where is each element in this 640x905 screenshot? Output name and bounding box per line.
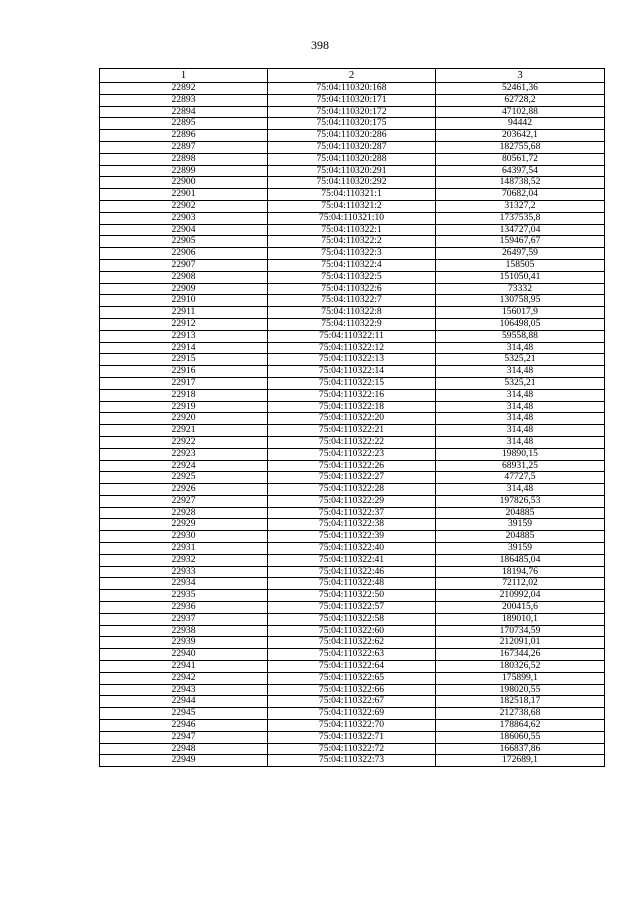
value-cell: 198020,55 <box>436 684 605 696</box>
table-row <box>100 531 605 543</box>
table-row <box>100 684 605 696</box>
row-number-cell: 22921 <box>100 425 268 437</box>
table-row <box>100 436 605 448</box>
cadastral-number-cell: 75:04:110320:172 <box>268 106 436 118</box>
table-row <box>100 354 605 366</box>
table-row <box>100 672 605 684</box>
value-cell: 212091,01 <box>436 637 605 649</box>
row-number-cell: 22946 <box>100 720 268 732</box>
row-number-cell: 22892 <box>100 83 268 95</box>
value-cell: 134727,04 <box>436 224 605 236</box>
cadastral-number-cell: 75:04:110322:12 <box>268 342 436 354</box>
table-row <box>100 413 605 425</box>
table-row <box>100 708 605 720</box>
table-row <box>100 425 605 437</box>
table-row <box>100 613 605 625</box>
value-cell: 210992,04 <box>436 590 605 602</box>
row-number-cell: 22894 <box>100 106 268 118</box>
cadastral-number-cell: 75:04:110320:288 <box>268 153 436 165</box>
row-number-cell: 22931 <box>100 543 268 555</box>
value-cell: 314,48 <box>436 366 605 378</box>
row-number-cell: 22918 <box>100 389 268 401</box>
table-row <box>100 130 605 142</box>
cadastral-number-cell: 75:04:110322:16 <box>268 389 436 401</box>
value-cell: 314,48 <box>436 484 605 496</box>
cadastral-number-cell: 75:04:110322:28 <box>268 484 436 496</box>
row-number-cell: 22945 <box>100 708 268 720</box>
value-cell: 158505 <box>436 259 605 271</box>
value-cell: 68931,25 <box>436 460 605 472</box>
value-cell: 314,48 <box>436 413 605 425</box>
table-row <box>100 248 605 260</box>
table-row <box>100 283 605 295</box>
value-cell: 1737535,8 <box>436 212 605 224</box>
row-number-cell: 22904 <box>100 224 268 236</box>
value-cell: 178864,62 <box>436 720 605 732</box>
cadastral-number-cell: 75:04:110322:15 <box>268 377 436 389</box>
table-row <box>100 554 605 566</box>
table-row <box>100 543 605 555</box>
value-cell: 175899,1 <box>436 672 605 684</box>
value-cell: 70682,04 <box>436 189 605 201</box>
cadastral-number-cell: 75:04:110320:175 <box>268 118 436 130</box>
value-cell: 19890,15 <box>436 448 605 460</box>
cadastral-number-cell: 75:04:110322:63 <box>268 649 436 661</box>
cadastral-number-cell: 75:04:110322:67 <box>268 696 436 708</box>
table-row <box>100 165 605 177</box>
value-cell: 200415,6 <box>436 602 605 614</box>
row-number-cell: 22902 <box>100 200 268 212</box>
table-row <box>100 271 605 283</box>
table-row <box>100 200 605 212</box>
table-row <box>100 307 605 319</box>
table-body <box>100 83 605 767</box>
row-number-cell: 22929 <box>100 519 268 531</box>
value-cell: 314,48 <box>436 425 605 437</box>
table-row <box>100 330 605 342</box>
cadastral-number-cell: 75:04:110320:292 <box>268 177 436 189</box>
cadastral-number-cell: 75:04:110322:3 <box>268 248 436 260</box>
table-row <box>100 460 605 472</box>
cadastral-number-cell: 75:04:110322:39 <box>268 531 436 543</box>
table-row <box>100 318 605 330</box>
value-cell: 59558,88 <box>436 330 605 342</box>
row-number-cell: 22903 <box>100 212 268 224</box>
value-cell: 151050,41 <box>436 271 605 283</box>
value-cell: 314,48 <box>436 342 605 354</box>
page-number: 398 <box>311 38 329 52</box>
table-row <box>100 637 605 649</box>
row-number-cell: 22912 <box>100 318 268 330</box>
table-row <box>100 94 605 106</box>
cadastral-number-cell: 75:04:110322:14 <box>268 366 436 378</box>
cadastral-number-cell: 75:04:110321:10 <box>268 212 436 224</box>
cadastral-number-cell: 75:04:110322:5 <box>268 271 436 283</box>
row-number-cell: 22949 <box>100 755 268 767</box>
row-number-cell: 22916 <box>100 366 268 378</box>
cadastral-number-cell: 75:04:110322:64 <box>268 661 436 673</box>
row-number-cell: 22936 <box>100 602 268 614</box>
table-row <box>100 578 605 590</box>
cadastral-number-cell: 75:04:110321:2 <box>268 200 436 212</box>
value-cell: 182518,17 <box>436 696 605 708</box>
row-number-cell: 22901 <box>100 189 268 201</box>
value-cell: 197826,53 <box>436 495 605 507</box>
value-cell: 314,48 <box>436 389 605 401</box>
row-number-cell: 22947 <box>100 731 268 743</box>
header-row <box>100 69 605 83</box>
row-number-cell: 22943 <box>100 684 268 696</box>
value-cell: 167344,26 <box>436 649 605 661</box>
row-number-cell: 22897 <box>100 141 268 153</box>
value-cell: 106498,05 <box>436 318 605 330</box>
value-cell: 94442 <box>436 118 605 130</box>
value-cell: 47102,88 <box>436 106 605 118</box>
row-number-cell: 22948 <box>100 743 268 755</box>
row-number-cell: 22908 <box>100 271 268 283</box>
value-cell: 73332 <box>436 283 605 295</box>
value-cell: 159467,67 <box>436 236 605 248</box>
cadastral-number-cell: 75:04:110322:72 <box>268 743 436 755</box>
row-number-cell: 22934 <box>100 578 268 590</box>
table-row <box>100 224 605 236</box>
cadastral-number-cell: 75:04:110322:65 <box>268 672 436 684</box>
table-row <box>100 495 605 507</box>
cadastral-number-cell: 75:04:110322:23 <box>268 448 436 460</box>
column-header-3: 3 <box>436 69 605 83</box>
table-row <box>100 743 605 755</box>
cadastral-number-cell: 75:04:110322:26 <box>268 460 436 472</box>
value-cell: 212738,68 <box>436 708 605 720</box>
column-header-2: 2 <box>268 69 436 83</box>
row-number-cell: 22914 <box>100 342 268 354</box>
row-number-cell: 22928 <box>100 507 268 519</box>
table-row <box>100 83 605 95</box>
cadastral-number-cell: 75:04:110322:58 <box>268 613 436 625</box>
value-cell: 314,48 <box>436 401 605 413</box>
cadastral-number-cell: 75:04:110322:27 <box>268 472 436 484</box>
value-cell: 5325,21 <box>436 354 605 366</box>
cadastral-number-cell: 75:04:110322:40 <box>268 543 436 555</box>
cadastral-number-cell: 75:04:110320:287 <box>268 141 436 153</box>
cadastral-number-cell: 75:04:110322:11 <box>268 330 436 342</box>
row-number-cell: 22938 <box>100 625 268 637</box>
value-cell: 148738,52 <box>436 177 605 189</box>
value-cell: 189010,1 <box>436 613 605 625</box>
row-number-cell: 22895 <box>100 118 268 130</box>
cadastral-number-cell: 75:04:110322:41 <box>268 554 436 566</box>
value-cell: 52461,36 <box>436 83 605 95</box>
row-number-cell: 22927 <box>100 495 268 507</box>
table-row <box>100 661 605 673</box>
cadastral-number-cell: 75:04:110320:168 <box>268 83 436 95</box>
row-number-cell: 22899 <box>100 165 268 177</box>
table-row <box>100 507 605 519</box>
value-cell: 62728,2 <box>436 94 605 106</box>
row-number-cell: 22915 <box>100 354 268 366</box>
table-row <box>100 389 605 401</box>
cadastral-number-cell: 75:04:110320:286 <box>268 130 436 142</box>
column-header-1: 1 <box>100 69 268 83</box>
row-number-cell: 22919 <box>100 401 268 413</box>
cadastral-number-cell: 75:04:110322:70 <box>268 720 436 732</box>
value-cell: 80561,72 <box>436 153 605 165</box>
row-number-cell: 22922 <box>100 436 268 448</box>
cadastral-number-cell: 75:04:110322:37 <box>268 507 436 519</box>
table-row <box>100 295 605 307</box>
table-row <box>100 720 605 732</box>
value-cell: 314,48 <box>436 436 605 448</box>
value-cell: 180326,52 <box>436 661 605 673</box>
row-number-cell: 22917 <box>100 377 268 389</box>
table-row <box>100 755 605 767</box>
table-row <box>100 731 605 743</box>
table-row <box>100 377 605 389</box>
table-row <box>100 484 605 496</box>
value-cell: 166837,86 <box>436 743 605 755</box>
row-number-cell: 22937 <box>100 613 268 625</box>
row-number-cell: 22932 <box>100 554 268 566</box>
row-number-cell: 22905 <box>100 236 268 248</box>
cadastral-number-cell: 75:04:110320:171 <box>268 94 436 106</box>
table-row <box>100 177 605 189</box>
row-number-cell: 22906 <box>100 248 268 260</box>
value-cell: 186060,55 <box>436 731 605 743</box>
table-row <box>100 602 605 614</box>
table-row <box>100 566 605 578</box>
value-cell: 170734,59 <box>436 625 605 637</box>
value-cell: 26497,59 <box>436 248 605 260</box>
row-number-cell: 22944 <box>100 696 268 708</box>
cadastral-number-cell: 75:04:110322:18 <box>268 401 436 413</box>
value-cell: 18194,76 <box>436 566 605 578</box>
row-number-cell: 22900 <box>100 177 268 189</box>
cadastral-number-cell: 75:04:110322:9 <box>268 318 436 330</box>
value-cell: 5325,21 <box>436 377 605 389</box>
value-cell: 39159 <box>436 519 605 531</box>
table-row <box>100 141 605 153</box>
cadastral-number-cell: 75:04:110322:69 <box>268 708 436 720</box>
cadastral-number-cell: 75:04:110321:1 <box>268 189 436 201</box>
table-row <box>100 118 605 130</box>
table-row <box>100 401 605 413</box>
row-number-cell: 22941 <box>100 661 268 673</box>
table-row <box>100 212 605 224</box>
table-row <box>100 472 605 484</box>
table-row <box>100 696 605 708</box>
cadastral-number-cell: 75:04:110322:2 <box>268 236 436 248</box>
table-row <box>100 625 605 637</box>
cadastral-number-cell: 75:04:110322:73 <box>268 755 436 767</box>
cadastral-number-cell: 75:04:110322:22 <box>268 436 436 448</box>
value-cell: 203642,1 <box>436 130 605 142</box>
row-number-cell: 22924 <box>100 460 268 472</box>
table-row <box>100 366 605 378</box>
value-cell: 156017,9 <box>436 307 605 319</box>
cadastral-number-cell: 75:04:110322:66 <box>268 684 436 696</box>
row-number-cell: 22911 <box>100 307 268 319</box>
cadastral-number-cell: 75:04:110322:8 <box>268 307 436 319</box>
table-header <box>100 69 605 83</box>
table-row <box>100 189 605 201</box>
cadastral-number-cell: 75:04:110322:71 <box>268 731 436 743</box>
row-number-cell: 22898 <box>100 153 268 165</box>
row-number-cell: 22930 <box>100 531 268 543</box>
cadastral-number-cell: 75:04:110322:38 <box>268 519 436 531</box>
table-row <box>100 448 605 460</box>
table-row <box>100 259 605 271</box>
value-cell: 47727,5 <box>436 472 605 484</box>
cadastral-number-cell: 75:04:110322:4 <box>268 259 436 271</box>
row-number-cell: 22940 <box>100 649 268 661</box>
value-cell: 64397,54 <box>436 165 605 177</box>
table-row <box>100 236 605 248</box>
row-number-cell: 22920 <box>100 413 268 425</box>
row-number-cell: 22942 <box>100 672 268 684</box>
cadastral-number-cell: 75:04:110322:48 <box>268 578 436 590</box>
row-number-cell: 22935 <box>100 590 268 602</box>
row-number-cell: 22923 <box>100 448 268 460</box>
table-row <box>100 153 605 165</box>
value-cell: 204885 <box>436 507 605 519</box>
cadastral-number-cell: 75:04:110322:62 <box>268 637 436 649</box>
value-cell: 186485,04 <box>436 554 605 566</box>
cadastral-number-cell: 75:04:110322:6 <box>268 283 436 295</box>
row-number-cell: 22913 <box>100 330 268 342</box>
cadastral-number-cell: 75:04:110320:291 <box>268 165 436 177</box>
cadastral-number-cell: 75:04:110322:57 <box>268 602 436 614</box>
value-cell: 39159 <box>436 543 605 555</box>
row-number-cell: 22907 <box>100 259 268 271</box>
cadastral-number-cell: 75:04:110322:1 <box>268 224 436 236</box>
value-cell: 130758,95 <box>436 295 605 307</box>
cadastral-number-cell: 75:04:110322:21 <box>268 425 436 437</box>
cadastral-number-cell: 75:04:110322:60 <box>268 625 436 637</box>
cadastral-number-cell: 75:04:110322:20 <box>268 413 436 425</box>
cadastral-number-cell: 75:04:110322:13 <box>268 354 436 366</box>
cadastral-number-cell: 75:04:110322:46 <box>268 566 436 578</box>
row-number-cell: 22939 <box>100 637 268 649</box>
cadastral-table <box>99 68 605 767</box>
value-cell: 204885 <box>436 531 605 543</box>
row-number-cell: 22926 <box>100 484 268 496</box>
table-row <box>100 519 605 531</box>
row-number-cell: 22893 <box>100 94 268 106</box>
table-row <box>100 342 605 354</box>
row-number-cell: 22925 <box>100 472 268 484</box>
value-cell: 31327,2 <box>436 200 605 212</box>
value-cell: 72112,02 <box>436 578 605 590</box>
value-cell: 182755,68 <box>436 141 605 153</box>
cadastral-number-cell: 75:04:110322:29 <box>268 495 436 507</box>
row-number-cell: 22909 <box>100 283 268 295</box>
cadastral-number-cell: 75:04:110322:50 <box>268 590 436 602</box>
table-row <box>100 649 605 661</box>
value-cell: 172689,1 <box>436 755 605 767</box>
row-number-cell: 22910 <box>100 295 268 307</box>
row-number-cell: 22896 <box>100 130 268 142</box>
row-number-cell: 22933 <box>100 566 268 578</box>
table-row <box>100 106 605 118</box>
cadastral-number-cell: 75:04:110322:7 <box>268 295 436 307</box>
table-row <box>100 590 605 602</box>
